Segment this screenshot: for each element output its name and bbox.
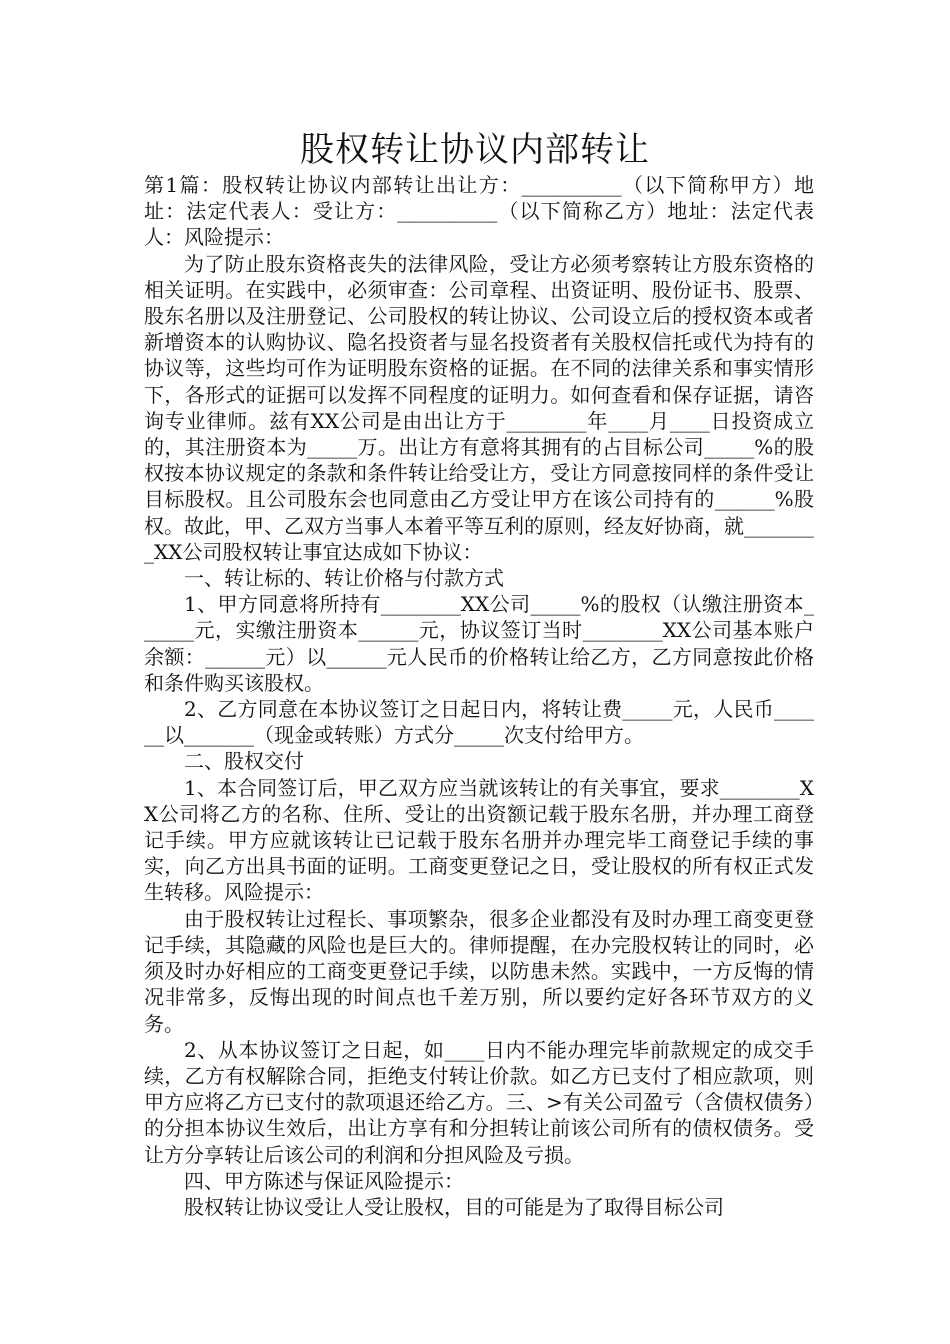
paragraph-purpose: 股权转让协议受让人受让股权，目的可能是为了取得目标公司 [184,1194,724,1219]
section-heading-transfer: 一、转让标的、转让价格与付款方式 [184,566,504,591]
paragraph-header: 第1篇：股权转让协议内部转让出让方：__________（以下简称甲方）地址：法定代表人：受让方：__________（以下简称乙方）地址：法定代表人：风险提示： [144,173,814,250]
clause-1-1: 1、甲方同意将所持有________XX公司_____%的股权（认缴注册资本______元，实缴注册资本______元，协议签订当时________XX公司基本账户余额：______元）以______元人民币的价格转让给乙方，乙方同意按此价格和条件购买该股权。 [144,592,814,695]
section-heading-representations: 四、甲方陈述与保证风险提示： [184,1168,464,1193]
clause-2-1: 1、本合同签订后，甲乙双方应当就该转让的有关事宜，要求________XX公司将乙方的名称、住所、受让的出资额记载于股东名册，并办理工商登记手续。甲方应就该转让已记载于股东名册并办理完毕工商登记手续的事实，向乙方出具书面的证明。工商变更登记之日，受让股权的所有权正式发生转移。风险提示： [144,775,814,905]
clause-1-2: 2、乙方同意在本协议签订之日起日内，将转让费_____元，人民币______以_______（现金或转账）方式分_____次支付给甲方。 [144,697,814,748]
paragraph-registration-risk: 由于股权转让过程长、事项繁杂，很多企业都没有及时办理工商变更登记手续，其隐藏的风险也是巨大的。律师提醒，在办完股权转让的同时，必须及时办好相应的工商变更登记手续，以防患未然。实践中，一方反悔的情况非常多，反悔出现的时间点也千差万别，所以要约定好各环节双方的义务。 [144,906,814,1036]
section-heading-delivery: 二、股权交付 [184,749,304,774]
document-body [144,172,814,1220]
paragraph-risk-notice: 为了防止股东资格丧失的法律风险，受让方必须考察转让方股东资格的相关证明。在实践中，必须审查：公司章程、出资证明、股份证书、股票、股东名册以及注册登记、公司股权的转让协议、公司设立后的授权资本或者新增资本的认购协议、隐名投资者与显名投资者有关股权信托或代为持有的协议等，这些均可作为证明股东资格的证据。在不同的法律关系和事实情形下，各形式的证据可以发挥不同程度的证明力。如何查看和保存证据，请咨询专业律师。兹有XX公司是由出让方于________年____月____日投资成立的，其注册资本为_____万。出让方有意将其拥有的占目标公司_____%的股权按本协议规定的条款和条件转让给受让方，受让方同意按同样的条件受让目标股权。且公司股东会也同意由乙方受让甲方在该公司持有的______%股权。故此，甲、乙双方当事人本着平等互利的原则，经友好协商，就________XX公司股权转让事宜达成如下协议： [144,251,814,564]
clause-2-2: 2、从本协议签订之日起，如____日内不能办理完毕前款规定的成交手续，乙方有权解除合同，拒绝支付转让价款。如乙方已支付了相应款项，则甲方应将乙方已支付的款项退还给乙方。三、>有关公司盈亏（含债权债务）的分担本协议生效后，出让方享有和分担转让前该公司所有的债权债务。受让方分享转让后该公司的利润和分担风险及亏损。 [144,1037,814,1167]
document-title: 股权转让协议内部转让 [300,130,650,170]
